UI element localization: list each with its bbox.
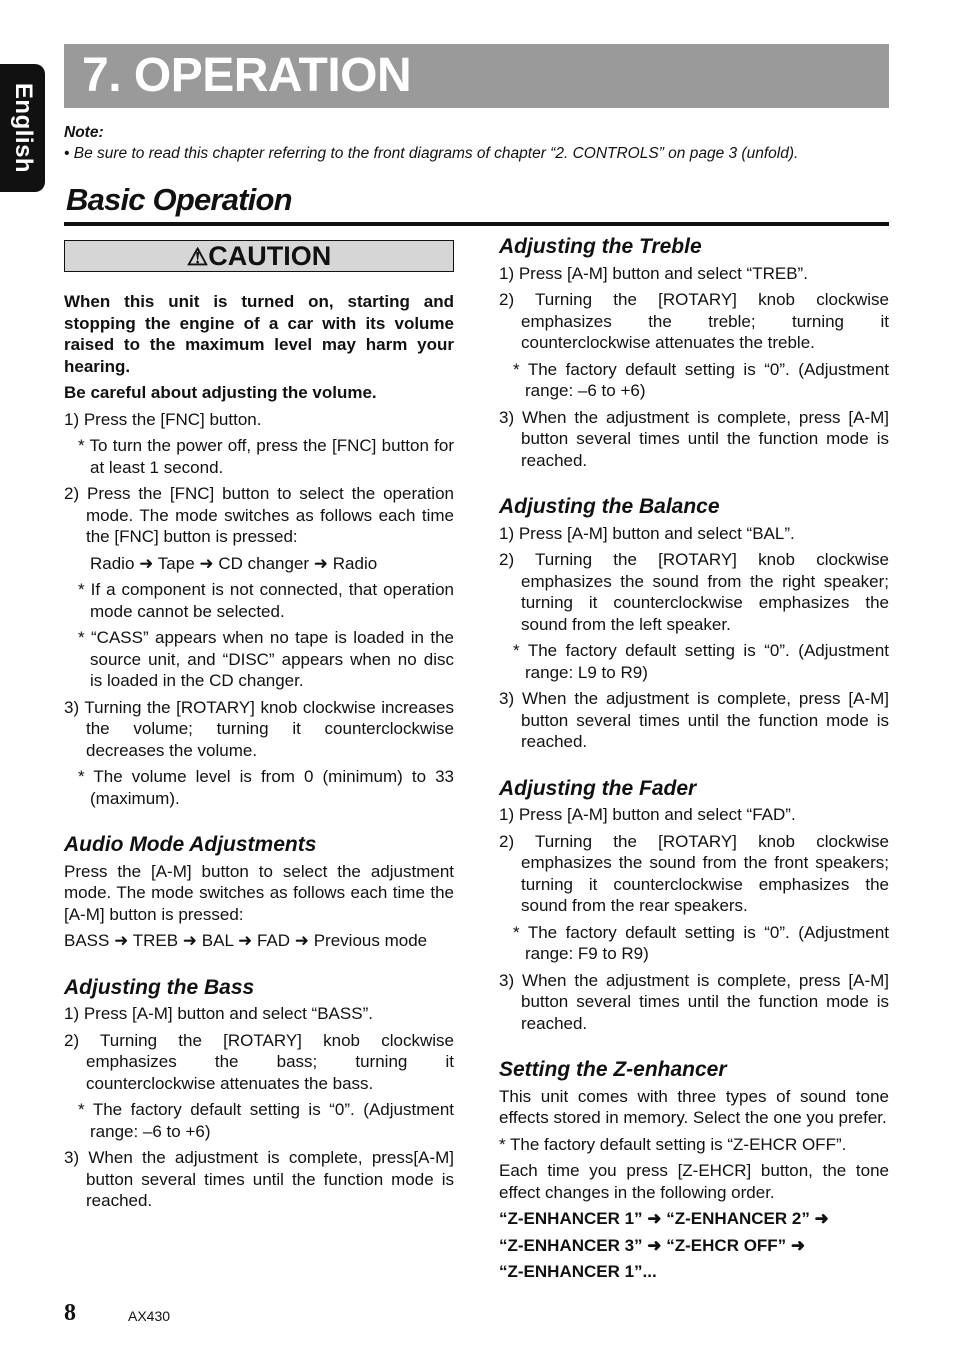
treble-heading: Adjusting the Treble (499, 235, 702, 258)
caution-careful-text: Be careful about adjusting the volume. (64, 383, 377, 402)
treble-note: * The factory default setting is “0”. (Adjustment range: –6 to +6) (513, 359, 889, 400)
treble-step-2: 2) Turning the [ROTARY] knob clockwise emphasizes the treble; turning it counterclockwise attenuates the treble. (499, 290, 889, 352)
bass-heading: Adjusting the Bass (64, 975, 255, 999)
caution-warning-text: When this unit is turned on, starting and stopping the engine of a car with its volume raised to the maximum level may harm your hearing. (64, 292, 454, 376)
step-2-sequence: Radio ➜ Tape ➜ CD changer ➜ Radio (90, 553, 378, 573)
balance-heading: Adjusting the Balance (499, 495, 720, 518)
language-tab-label: English (9, 82, 37, 174)
bass-step-2: 2) Turning the [ROTARY] knob clockwise emphasizes the bass; turning it counterclockwise attenuates the bass. (64, 1030, 454, 1093)
fader-heading: Adjusting the Fader (499, 776, 697, 800)
balance-step-1: 1) Press [A-M] button and select “BAL”. (499, 523, 795, 543)
balance-step-2: 2) Turning the [ROTARY] knob clockwise emphasizes the sound from the right speaker; turning it counterclockwise emphasizes the sound from the left speaker. (499, 550, 889, 634)
page-number: 8 (64, 1300, 76, 1326)
z-enhancer-heading: Setting the Z-enhancer (499, 1058, 727, 1081)
z-enhancer-sequence-1: “Z-ENHANCER 1” ➜ “Z-ENHANCER 2” ➜ (499, 1209, 829, 1228)
z-enhancer-note: * The factory default setting is “Z-EHCR OFF”. (499, 1134, 847, 1154)
note-block (64, 122, 894, 164)
section-rule (64, 222, 889, 226)
fader-step-3: 3) When the adjustment is complete, press [A-M] button several times until the function mode is reached. (499, 970, 889, 1033)
bass-step-1: 1) Press [A-M] button and select “BASS”. (64, 1004, 373, 1023)
left-column (64, 240, 454, 1217)
step-1-note: * To turn the power off, press the [FNC] button for at least 1 second. (78, 436, 454, 477)
fader-note: * The factory default setting is “0”. (Adjustment range: F9 to R9) (513, 922, 889, 963)
fader-step-1: 1) Press [A-M] button and select “FAD”. (499, 805, 796, 824)
model-number: AX430 (128, 1308, 171, 1324)
section-title: Basic Operation (66, 182, 292, 217)
z-enhancer-sequence-3: “Z-ENHANCER 1”... (499, 1262, 657, 1281)
step-2-note-2: * “CASS” appears when no tape is loaded in the source unit, and “DISC” appears when no disc is loaded in the CD changer. (78, 628, 454, 690)
step-3-note: * The volume level is from 0 (minimum) to 33 (maximum). (78, 767, 454, 808)
bass-note: * The factory default setting is “0”. (Adjustment range: –6 to +6) (78, 1100, 454, 1141)
warning-triangle-icon: ⚠ (186, 244, 209, 271)
language-tab (0, 64, 45, 192)
step-2-note-1: * If a component is not connected, that operation mode cannot be selected. (78, 580, 454, 621)
step-1: 1) Press the [FNC] button. (64, 409, 262, 429)
z-enhancer-text-2: Each time you press [Z-EHCR] button, the tone effect changes in the following order. (499, 1161, 889, 1202)
step-3: 3) Turning the [ROTARY] knob clockwise increases the volume; turning it counterclockwise decreases the volume. (64, 697, 454, 760)
note-heading: Note: (64, 124, 104, 141)
treble-step-1: 1) Press [A-M] button and select “TREB”. (499, 263, 808, 283)
z-enhancer-text: This unit comes with three types of sound tone effects stored in memory. Select the one you prefer. (499, 1086, 889, 1127)
chapter-title-bar (64, 44, 889, 108)
balance-step-3: 3) When the adjustment is complete, press [A-M] button several times until the function mode is reached. (499, 689, 889, 751)
fader-step-2: 2) Turning the [ROTARY] knob clockwise emphasizes the sound from the front speakers; turning it counterclockwise emphasizes the sound from the rear speakers. (499, 831, 889, 915)
step-2: 2) Press the [FNC] button to select the operation mode. The mode switches as follows each time the [FNC] button is pressed: (64, 484, 454, 546)
audio-mode-text: Press the [A-M] button to select the adjustment mode. The mode switches as follows each time the [A-M] button is pressed: (64, 861, 454, 924)
z-enhancer-sequence-2: “Z-ENHANCER 3” ➜ “Z-EHCR OFF” ➜ (499, 1235, 806, 1255)
audio-mode-sequence: BASS ➜ TREB ➜ BAL ➜ FAD ➜ Previous mode (64, 931, 428, 950)
bass-step-3: 3) When the adjustment is complete, press[A-M] button several times until the function mode is reached. (64, 1148, 454, 1210)
note-text: • Be sure to read this chapter referring to the front diagrams of chapter “2. CONTROLS” on page 3 (unfold). (64, 145, 799, 162)
caution-box (64, 240, 454, 272)
chapter-title: 7. OPERATION (82, 49, 412, 102)
right-column (499, 236, 889, 1288)
balance-note: * The factory default setting is “0”. (Adjustment range: L9 to R9) (513, 641, 889, 682)
audio-mode-heading: Audio Mode Adjustments (64, 833, 317, 856)
treble-step-3: 3) When the adjustment is complete, press [A-M] button several times until the function mode is reached. (499, 407, 889, 470)
caution-label: CAUTION (208, 241, 332, 271)
